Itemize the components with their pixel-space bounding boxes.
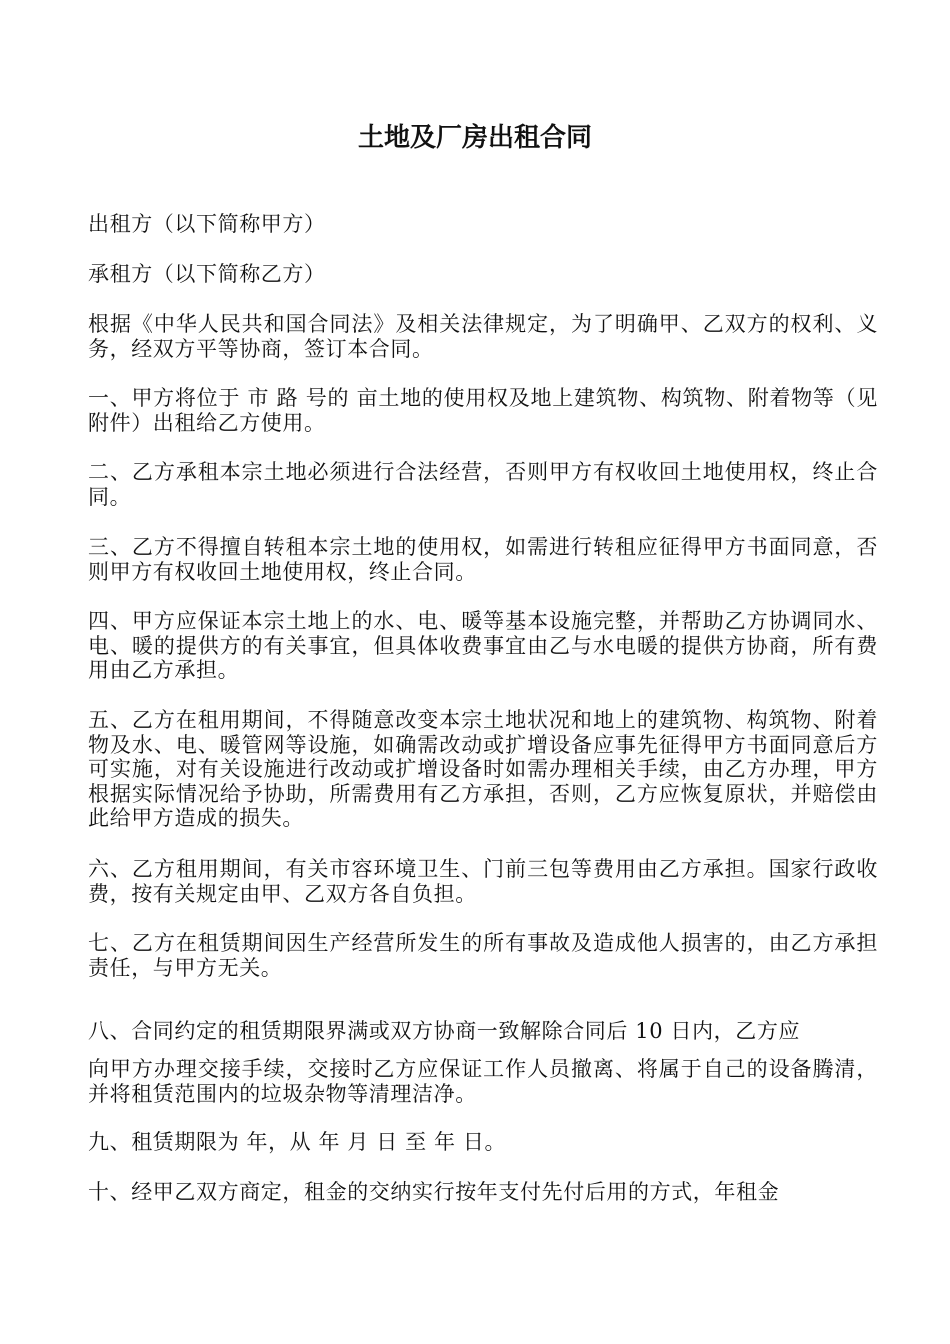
paragraph-clause-7: 七、乙方在租赁期间因生产经营所发生的所有事故及造成他人损害的，由乙方承担责任，与甲方无关。 <box>88 931 878 980</box>
paragraph-clause-3: 三、乙方不得擅自转租本宗土地的使用权，如需进行转租应征得甲方书面同意，否则甲方有权收回土地使用权，终止合同。 <box>88 535 878 584</box>
paragraph-clause-1: 一、甲方将位于 市 路 号的 亩土地的使用权及地上建筑物、构筑物、附着物等（见附件）出租给乙方使用。 <box>88 386 878 435</box>
paragraph-clause-8-line-1: 八、合同约定的租赁期限界满或双方协商一致解除合同后 10 日内，乙方应 <box>88 1019 801 1043</box>
document-title: 土地及厂房出租合同 <box>357 123 592 153</box>
paragraph-clause-9: 九、租赁期限为 年，从 年 月 日 至 年 日。 <box>88 1130 507 1154</box>
paragraph-clause-5: 五、乙方在租用期间，不得随意改变本宗土地状况和地上的建筑物、构筑物、附着物及水、电、暖管网等设施，如确需改动或扩增设备应事先征得甲方书面同意后方可实施，对有关设施进行改动或扩增设备时如需办理相关手续，由乙方办理，甲方根据实际情况给予协助，所需费用有乙方承担，否则，乙方应恢复原状，并赔偿由此给甲方造成的损失。 <box>88 708 878 830</box>
paragraph-clause-8-continued: 向甲方办理交接手续，交接时乙方应保证工作人员撤离、将属于自己的设备腾清，并将租赁范围内的垃圾杂物等清理洁净。 <box>88 1057 878 1106</box>
paragraph-clause-10: 十、经甲乙双方商定，租金的交纳实行按年支付先付后用的方式，年租金 <box>88 1180 780 1204</box>
paragraph-clause-6: 六、乙方租用期间，有关市容环境卫生、门前三包等费用由乙方承担。国家行政收费，按有关规定由甲、乙双方各自负担。 <box>88 857 878 906</box>
paragraph-clause-4: 四、甲方应保证本宗土地上的水、电、暖等基本设施完整，并帮助乙方协调同水、电、暖的提供方的有关事宜，但具体收费事宜由乙与水电暖的提供方协商，所有费用由乙方承担。 <box>88 609 878 682</box>
paragraph-preamble: 根据《中华人民共和国合同法》及相关法律规定，为了明确甲、乙双方的权利、义务，经双方平等协商，签订本合同。 <box>88 312 878 361</box>
paragraph-lessor: 出租方（以下简称甲方） <box>88 212 326 236</box>
paragraph-lessee: 承租方（以下简称乙方） <box>88 262 326 286</box>
paragraph-clause-2: 二、乙方承租本宗土地必须进行合法经营，否则甲方有权收回土地使用权，终止合同。 <box>88 460 878 509</box>
